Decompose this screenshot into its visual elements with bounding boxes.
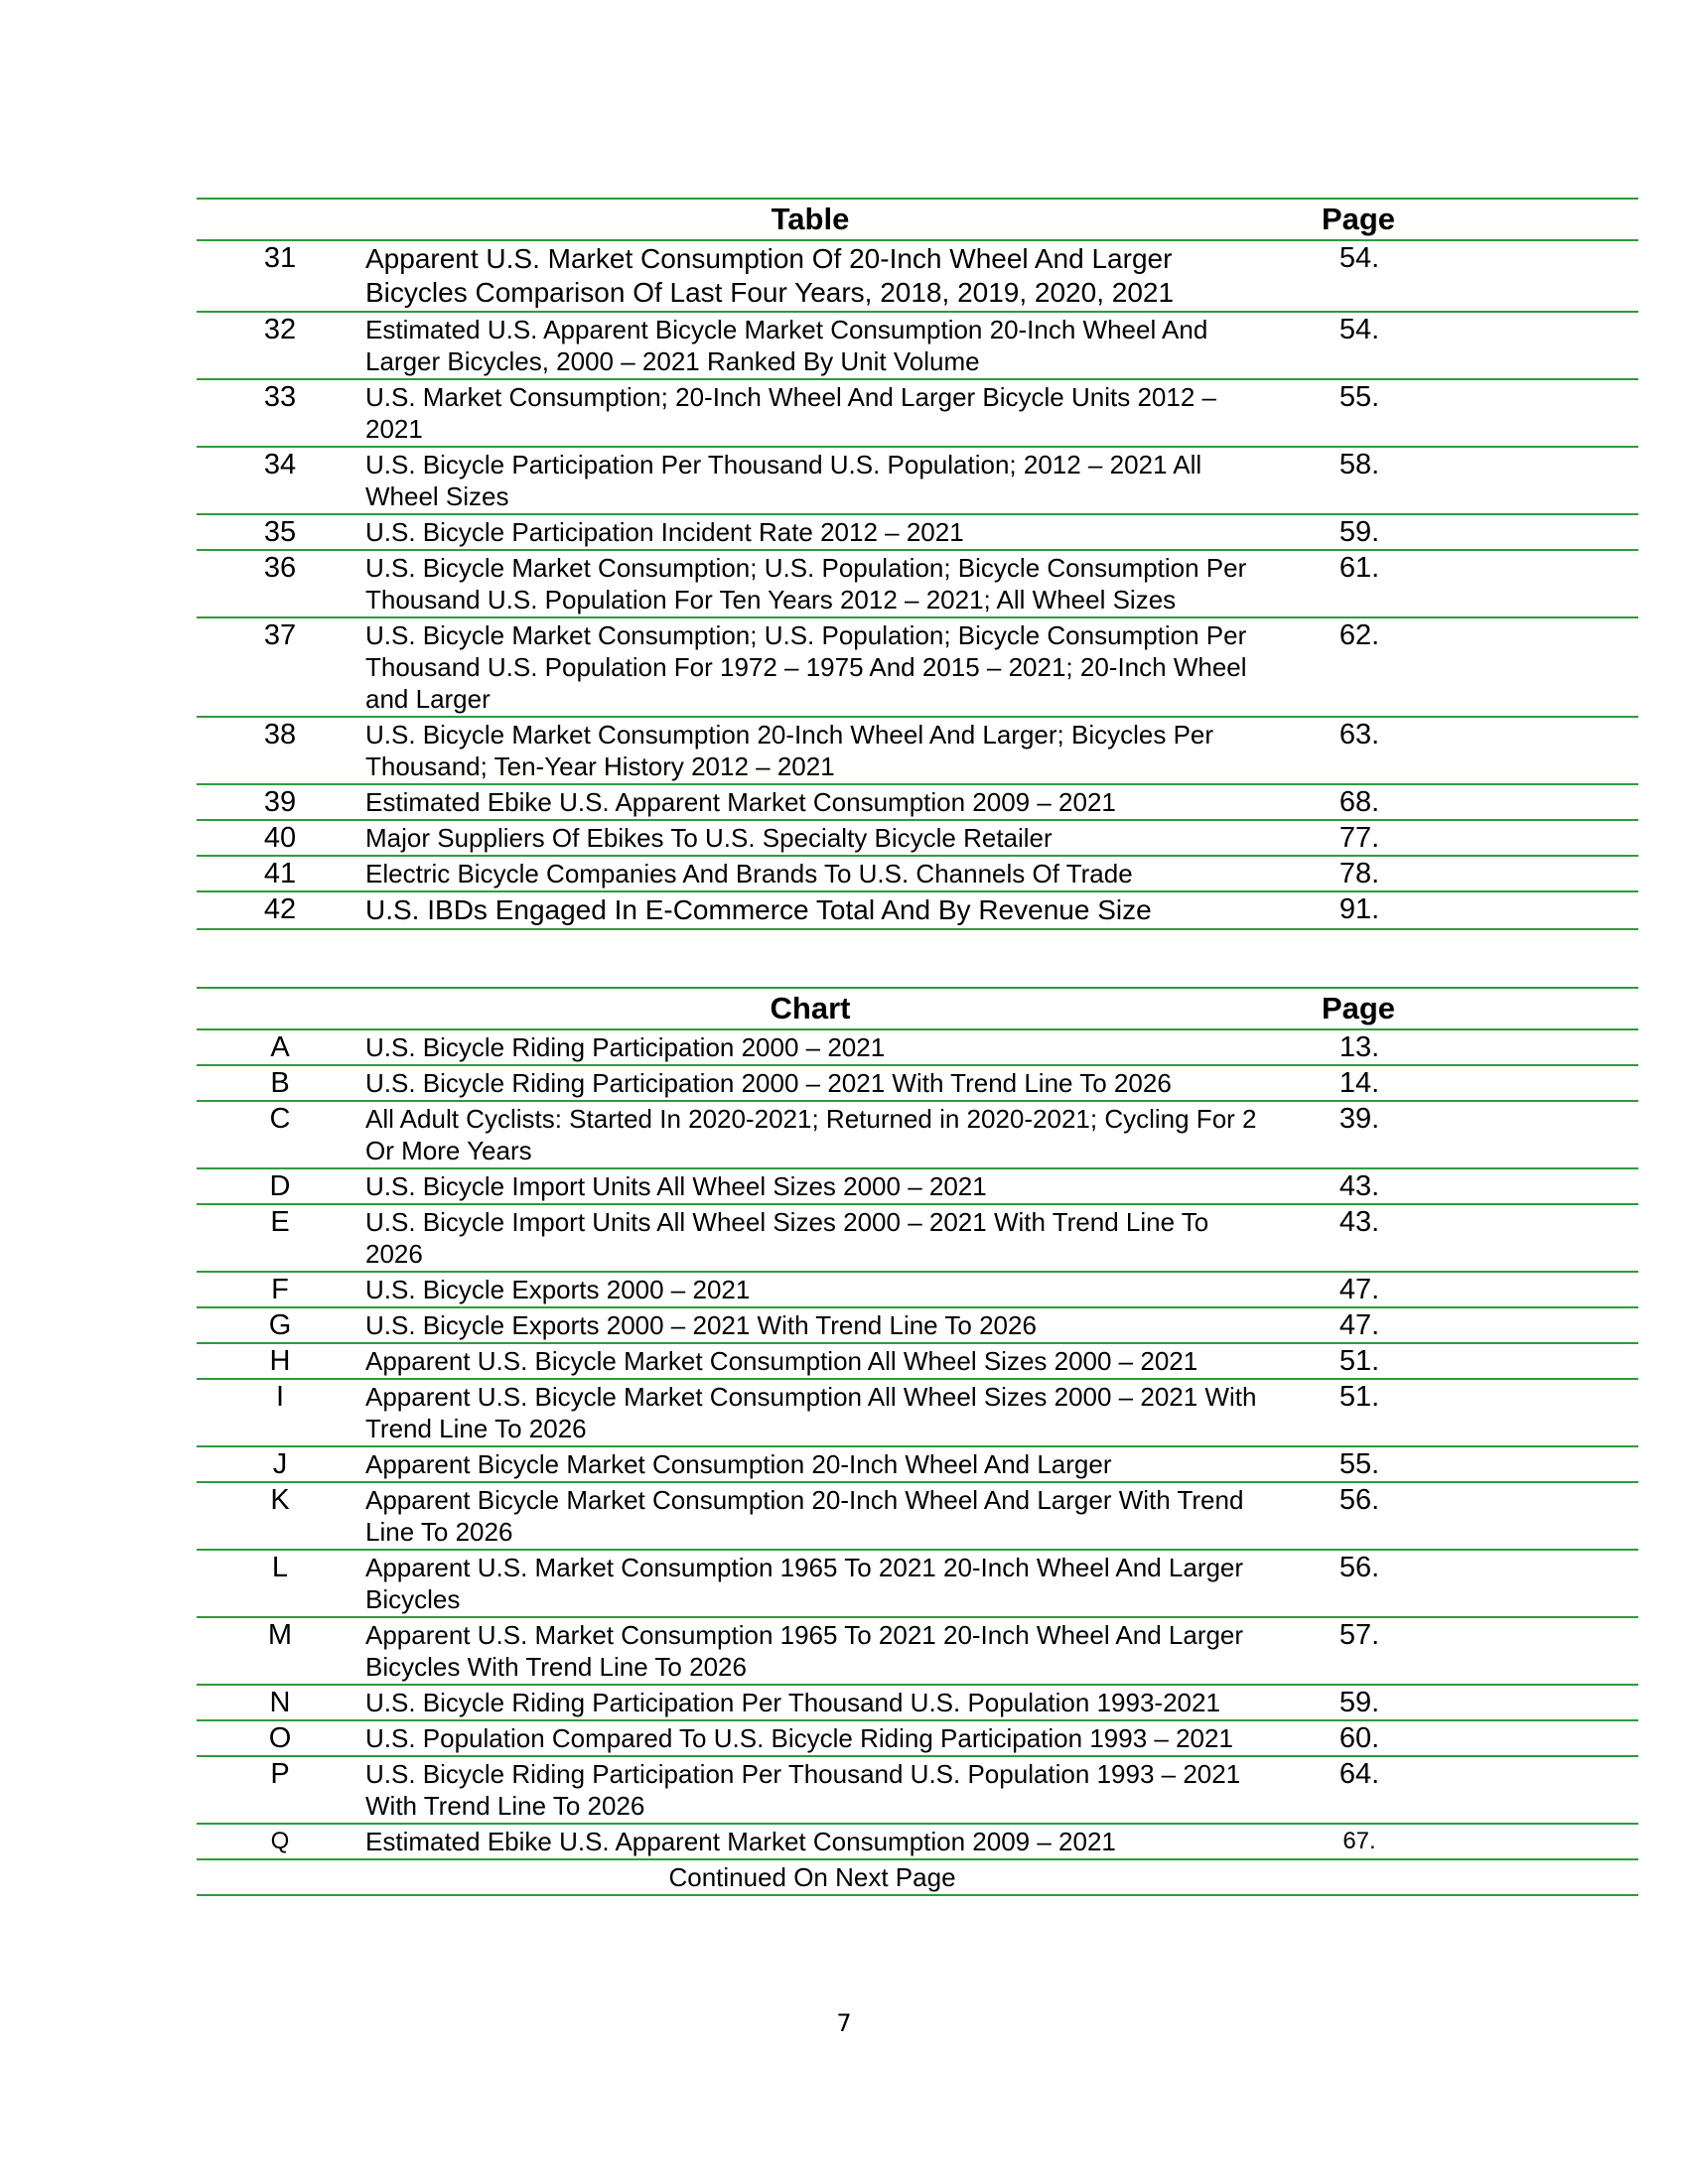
chart-row bbox=[197, 1825, 1638, 1860]
table-row bbox=[197, 313, 1638, 380]
row-title: U.S. Bicycle Exports 2000 – 2021 With Trend Line To 2026 bbox=[365, 1310, 1037, 1340]
page-number: 7 bbox=[836, 2009, 852, 2037]
row-title: Apparent U.S. Market Consumption 1965 To 2021 20-Inch Wheel And Larger Bicycles bbox=[365, 1553, 1244, 1614]
row-page: 14. bbox=[1338, 1067, 1380, 1099]
row-page: 58. bbox=[1338, 449, 1380, 480]
row-title: Estimated Ebike U.S. Apparent Market Consumption 2009 – 2021 bbox=[365, 1827, 1116, 1856]
row-title: Estimated U.S. Apparent Bicycle Market Consumption 20-Inch Wheel And Larger Bicycles, 2000 – 2021 Ranked By Unit Volume bbox=[365, 315, 1208, 376]
row-number: 32 bbox=[263, 314, 297, 345]
row-title: All Adult Cyclists: Started In 2020-2021; Returned in 2020-2021; Cycling For 2 Or More Years bbox=[365, 1104, 1257, 1165]
row-page: 51. bbox=[1338, 1381, 1380, 1413]
row-title: U.S. Market Consumption; 20-Inch Wheel And Larger Bicycle Units 2012 – 2021 bbox=[365, 382, 1216, 444]
row-title: U.S. Bicycle Import Units All Wheel Sizes 2000 – 2021 bbox=[365, 1171, 987, 1201]
chart-row bbox=[197, 1308, 1638, 1344]
row-page: 62. bbox=[1338, 619, 1380, 651]
table-row bbox=[197, 785, 1638, 821]
row-page: 59. bbox=[1338, 1687, 1380, 1718]
row-letter: M bbox=[267, 1619, 293, 1651]
row-title: Apparent Bicycle Market Consumption 20-Inch Wheel And Larger With Trend Line To 2026 bbox=[365, 1485, 1244, 1547]
chart-row bbox=[197, 1344, 1638, 1380]
row-letter: Q bbox=[270, 1828, 290, 1854]
row-page: 47. bbox=[1338, 1309, 1380, 1341]
row-title: U.S. Bicycle Participation Incident Rate 2012 – 2021 bbox=[365, 517, 964, 547]
row-page: 56. bbox=[1338, 1484, 1380, 1516]
table-row bbox=[197, 380, 1638, 448]
row-title: Apparent Bicycle Market Consumption 20-Inch Wheel And Larger bbox=[365, 1449, 1112, 1479]
row-page: 13. bbox=[1338, 1031, 1380, 1063]
row-title: U.S. Bicycle Import Units All Wheel Sizes 2000 – 2021 With Trend Line To 2026 bbox=[365, 1207, 1209, 1269]
row-number: 33 bbox=[263, 381, 297, 413]
table-row bbox=[197, 448, 1638, 515]
row-title: U.S. Bicycle Riding Participation 2000 – 2021 bbox=[365, 1032, 886, 1062]
chart-row bbox=[197, 1447, 1638, 1483]
header-page: Page bbox=[1321, 991, 1396, 1025]
row-page: 59. bbox=[1338, 516, 1380, 548]
row-page: 64. bbox=[1338, 1758, 1380, 1790]
table-row bbox=[197, 618, 1638, 718]
chart-row bbox=[197, 1273, 1638, 1308]
table-row bbox=[197, 241, 1638, 313]
row-title: U.S. Bicycle Market Consumption; U.S. Population; Bicycle Consumption Per Thousand U.S. Population For 1972 – 1975 And 2015 – 2021; 20-Inch Wheel and Larger bbox=[365, 620, 1247, 714]
row-title: U.S. Bicycle Riding Participation Per Thousand U.S. Population 1993-2021 bbox=[365, 1688, 1220, 1717]
row-page: 63. bbox=[1338, 719, 1380, 751]
row-page bbox=[1259, 1860, 1638, 1894]
continued-note: Continued On Next Page bbox=[668, 1862, 956, 1892]
row-title: U.S. Population Compared To U.S. Bicycle Riding Participation 1993 – 2021 bbox=[365, 1723, 1233, 1753]
row-page: 47. bbox=[1338, 1274, 1380, 1305]
row-letter: J bbox=[272, 1448, 288, 1480]
chart-list-header bbox=[197, 987, 1638, 1030]
row-page: 67. bbox=[1342, 1828, 1376, 1854]
row-number: 36 bbox=[263, 552, 297, 584]
chart-row bbox=[197, 1102, 1638, 1169]
row-letter: H bbox=[269, 1345, 291, 1377]
row-page: 78. bbox=[1338, 858, 1380, 889]
row-title: Estimated Ebike U.S. Apparent Market Consumption 2009 – 2021 bbox=[365, 787, 1116, 817]
header-title: Chart bbox=[770, 991, 851, 1025]
row-page: 43. bbox=[1338, 1170, 1380, 1202]
row-title: Apparent U.S. Market Consumption Of 20-Inch Wheel And Larger Bicycles Comparison Of Last Four Years, 2018, 2019, 2020, 2021 bbox=[365, 243, 1175, 308]
table-row bbox=[197, 551, 1638, 618]
row-page: 56. bbox=[1338, 1552, 1380, 1583]
chart-row bbox=[197, 1551, 1638, 1618]
chart-row bbox=[197, 1066, 1638, 1102]
row-title: U.S. Bicycle Participation Per Thousand U.S. Population; 2012 – 2021 All Wheel Sizes bbox=[365, 450, 1202, 511]
chart-row bbox=[197, 1169, 1638, 1205]
row-page: 43. bbox=[1338, 1206, 1380, 1238]
header-num bbox=[197, 200, 363, 239]
continued-row bbox=[197, 1860, 1638, 1896]
row-page: 77. bbox=[1338, 822, 1380, 854]
row-page: 61. bbox=[1338, 552, 1380, 584]
row-title: U.S. Bicycle Riding Participation Per Thousand U.S. Population 1993 – 2021 With Trend Line To 2026 bbox=[365, 1759, 1241, 1821]
row-title: U.S. Bicycle Market Consumption; U.S. Population; Bicycle Consumption Per Thousand U.S. Population For Ten Years 2012 – 2021; All Wheel Sizes bbox=[365, 553, 1247, 614]
row-letter: G bbox=[268, 1309, 292, 1341]
table-row bbox=[197, 718, 1638, 785]
row-page: 54. bbox=[1338, 314, 1380, 345]
row-title: Electric Bicycle Companies And Brands To U.S. Channels Of Trade bbox=[365, 859, 1133, 888]
table-row bbox=[197, 892, 1638, 930]
row-title: U.S. Bicycle Exports 2000 – 2021 bbox=[365, 1275, 751, 1304]
row-title: Apparent U.S. Bicycle Market Consumption All Wheel Sizes 2000 – 2021 With Trend Line To 2026 bbox=[365, 1382, 1257, 1443]
row-page: 68. bbox=[1338, 786, 1380, 818]
row-page: 39. bbox=[1338, 1103, 1380, 1135]
chart-row bbox=[197, 1686, 1638, 1721]
row-number: 41 bbox=[263, 858, 297, 889]
table-list-header bbox=[197, 198, 1638, 241]
chart-list bbox=[197, 987, 1638, 1896]
row-number: 31 bbox=[263, 242, 297, 274]
row-letter: N bbox=[269, 1687, 291, 1718]
row-letter: C bbox=[269, 1103, 291, 1135]
row-letter: O bbox=[268, 1722, 292, 1754]
row-letter: E bbox=[270, 1206, 290, 1238]
row-title: U.S. Bicycle Market Consumption 20-Inch Wheel And Larger; Bicycles Per Thousand; Ten-Year History 2012 – 2021 bbox=[365, 720, 1214, 781]
row-page: 55. bbox=[1338, 1448, 1380, 1480]
table-row bbox=[197, 515, 1638, 551]
chart-row bbox=[197, 1757, 1638, 1825]
row-number: 38 bbox=[263, 719, 297, 751]
header-num bbox=[197, 989, 363, 1028]
chart-row bbox=[197, 1380, 1638, 1447]
row-letter: A bbox=[270, 1031, 290, 1063]
row-letter: B bbox=[270, 1067, 290, 1099]
chart-row bbox=[197, 1205, 1638, 1273]
row-letter: K bbox=[270, 1484, 290, 1516]
chart-row bbox=[197, 1030, 1638, 1066]
row-number: 37 bbox=[263, 619, 297, 651]
row-page: 55. bbox=[1338, 381, 1380, 413]
table-row bbox=[197, 857, 1638, 892]
row-letter bbox=[197, 1860, 363, 1894]
row-letter: L bbox=[271, 1552, 289, 1583]
row-page: 57. bbox=[1338, 1619, 1380, 1651]
row-title: U.S. IBDs Engaged In E-Commerce Total And By Revenue Size bbox=[365, 894, 1152, 925]
row-letter: I bbox=[275, 1381, 285, 1413]
row-page: 51. bbox=[1338, 1345, 1380, 1377]
row-number: 34 bbox=[263, 449, 297, 480]
row-title: Apparent U.S. Market Consumption 1965 To 2021 20-Inch Wheel And Larger Bicycles With Trend Line To 2026 bbox=[365, 1620, 1244, 1682]
row-page: 60. bbox=[1338, 1722, 1380, 1754]
row-number: 39 bbox=[263, 786, 297, 818]
row-page: 54. bbox=[1338, 242, 1380, 274]
row-letter: F bbox=[271, 1274, 289, 1305]
row-letter: P bbox=[270, 1758, 290, 1790]
row-title: U.S. Bicycle Riding Participation 2000 – 2021 With Trend Line To 2026 bbox=[365, 1068, 1172, 1098]
row-letter: D bbox=[269, 1170, 291, 1202]
row-number: 40 bbox=[263, 822, 297, 854]
row-number: 35 bbox=[263, 516, 297, 548]
table-list bbox=[197, 198, 1638, 930]
row-title: Apparent U.S. Bicycle Market Consumption All Wheel Sizes 2000 – 2021 bbox=[365, 1346, 1198, 1376]
table-row bbox=[197, 821, 1638, 857]
chart-row bbox=[197, 1721, 1638, 1757]
row-number: 42 bbox=[263, 893, 297, 925]
header-page: Page bbox=[1321, 202, 1396, 236]
row-title: Major Suppliers Of Ebikes To U.S. Specialty Bicycle Retailer bbox=[365, 823, 1053, 853]
row-page: 91. bbox=[1338, 893, 1380, 925]
chart-row bbox=[197, 1618, 1638, 1686]
chart-row bbox=[197, 1483, 1638, 1551]
header-title: Table bbox=[771, 202, 850, 236]
